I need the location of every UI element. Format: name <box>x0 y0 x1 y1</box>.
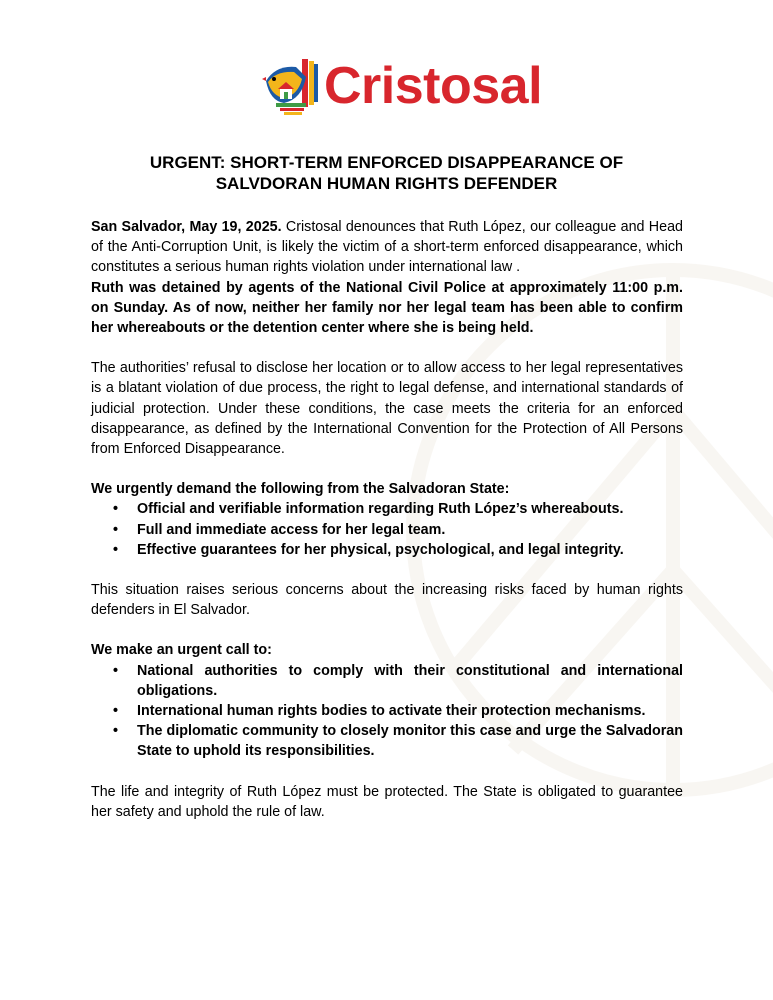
detention-paragraph: Ruth was detained by agents of the National Civil Police at approximately 11:00 p.m. on Sunday. As of now, neither her family nor her legal team has been able to confirm her whereabouts or the detention center where she is being held. <box>91 279 683 337</box>
page-title <box>0 152 773 194</box>
calls-heading: We make an urgent call to: <box>91 642 272 659</box>
list-item: • Effective guarantees for her physical, psychological, and legal integrity. <box>91 540 683 560</box>
list-item: • International human rights bodies to activate their protection mechanisms. <box>91 701 683 721</box>
dove-house-logo-icon <box>262 55 320 117</box>
calls-list <box>91 661 683 762</box>
demands-heading: We urgently demand the following from the Salvadoran State: <box>91 481 510 498</box>
dateline: San Salvador, May 19, 2025. <box>91 219 282 235</box>
list-item: • The diplomatic community to closely monitor this case and urge the Salvadoran State to uphold its responsibilities. <box>91 721 683 761</box>
demands-list <box>91 499 683 560</box>
list-item: • Full and immediate access for her legal team. <box>91 520 683 540</box>
cristosal-logo <box>262 52 542 120</box>
title-line-2: SALVDORAN HUMAN RIGHTS DEFENDER <box>215 174 558 193</box>
logo-wordmark: Cristosal <box>324 57 543 115</box>
intro-text: Cristosal denounces that Ruth López, our colleague and Head of the Anti-Corruption Unit, is likely the victim of a short-term enforced disappearance, which constitutes a serious human rights violation under international law . <box>91 219 683 276</box>
list-item: • Official and verifiable information regarding Ruth López’s whereabouts. <box>91 499 683 519</box>
title-line-1: URGENT: SHORT-TERM ENFORCED DISAPPEARANCE OF <box>149 153 624 172</box>
closing-paragraph: The life and integrity of Ruth López must be protected. The State is obligated to guarantee her safety and uphold the rule of law. <box>91 783 683 820</box>
concerns-paragraph: This situation raises serious concerns about the increasing risks faced by human rights defenders in El Salvador. <box>91 582 683 619</box>
intro-paragraph <box>91 217 683 278</box>
document-body <box>91 217 683 822</box>
violation-paragraph: The authorities’ refusal to disclose her location or to allow access to her legal representatives is a blatant violation of due process, the right to legal defense, and international standards of judicial protection. Under these conditions, the case meets the criteria for an enforced disappearance, as defined by the International Convention for the Protection of All Persons from Enforced Disappearance. <box>91 360 683 458</box>
list-item: • National authorities to comply with their constitutional and international obligations. <box>91 661 683 701</box>
